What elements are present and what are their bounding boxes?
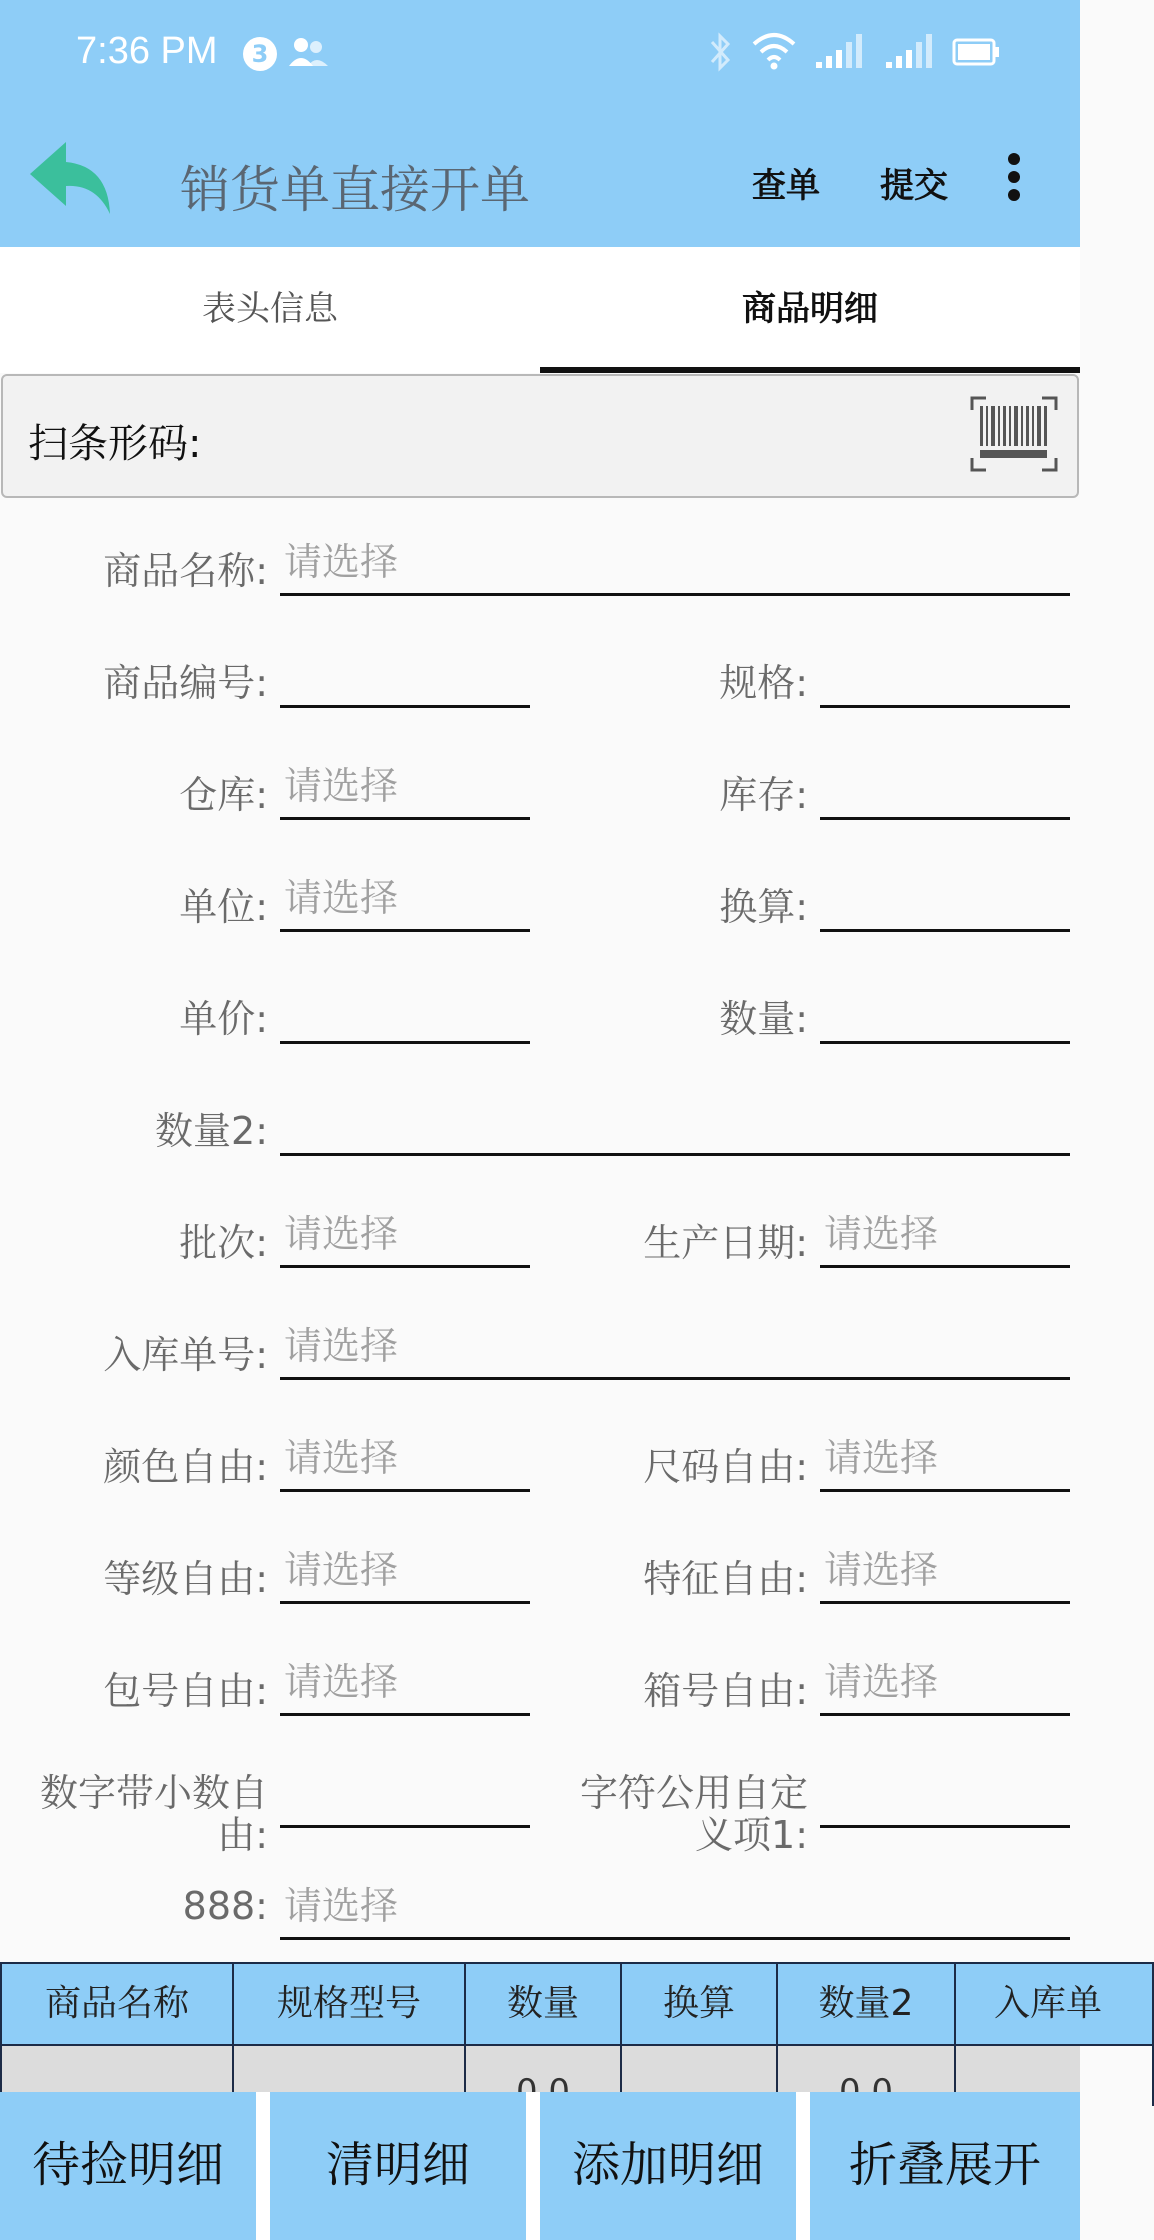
page-title: 销货单直接开单 bbox=[180, 161, 530, 219]
people-icon bbox=[288, 36, 330, 74]
col-header-product-name[interactable]: 商品名称 bbox=[0, 1962, 234, 2046]
col-header-quantity2[interactable]: 数量2 bbox=[776, 1962, 956, 2046]
quantity-label: 数量: bbox=[719, 997, 808, 1041]
quantity2-field[interactable] bbox=[280, 1096, 1070, 1156]
unit-price-label: 单价: bbox=[179, 997, 268, 1041]
custom-char-label: 字符公用自定义项1: bbox=[579, 1771, 808, 1857]
box-free-label: 箱号自由: bbox=[643, 1669, 808, 1713]
size-free-label: 尺码自由: bbox=[643, 1445, 808, 1489]
top-header bbox=[0, 0, 1080, 247]
spec-field[interactable] bbox=[820, 648, 1070, 708]
f888-label: 888: bbox=[182, 1884, 268, 1928]
batch-field[interactable]: 请选择 bbox=[280, 1208, 530, 1268]
color-free-field[interactable]: 请选择 bbox=[280, 1432, 530, 1492]
query-button[interactable]: 查单 bbox=[752, 166, 820, 206]
grade-free-field[interactable]: 请选择 bbox=[280, 1544, 530, 1604]
product-code-field[interactable] bbox=[280, 648, 530, 708]
decimal-free-label: 数字带小数自由: bbox=[39, 1771, 268, 1857]
col-header-spec-model[interactable]: 规格型号 bbox=[232, 1962, 466, 2046]
grade-free-label: 等级自由: bbox=[103, 1557, 268, 1601]
product-name-field[interactable]: 请选择 bbox=[280, 536, 1070, 596]
signal-icon-sim2 bbox=[884, 32, 936, 76]
package-free-label: 包号自由: bbox=[103, 1669, 268, 1713]
tab-header-info[interactable]: 表头信息 bbox=[202, 289, 338, 329]
notification-count-badge: 3 bbox=[243, 37, 277, 71]
back-arrow-icon bbox=[26, 136, 118, 220]
col-header-quantity[interactable]: 数量 bbox=[464, 1962, 622, 2046]
tab-bar bbox=[0, 247, 1080, 373]
barcode-scan-bar[interactable] bbox=[1, 374, 1079, 498]
wifi-icon bbox=[752, 32, 796, 76]
col-header-inbound[interactable]: 入库单 bbox=[954, 1962, 1154, 2046]
unit-field[interactable]: 请选择 bbox=[280, 872, 530, 932]
barcode-label: 扫条形码: bbox=[28, 421, 202, 467]
more-vert-icon bbox=[1006, 152, 1022, 202]
production-date-field[interactable]: 请选择 bbox=[820, 1208, 1070, 1268]
feature-free-label: 特征自由: bbox=[643, 1557, 808, 1601]
back-button[interactable] bbox=[26, 136, 118, 220]
stock-label: 库存: bbox=[719, 773, 808, 817]
status-time: 7:36 PM bbox=[76, 30, 218, 72]
detail-table bbox=[0, 1962, 1103, 2092]
batch-label: 批次: bbox=[179, 1221, 268, 1265]
warehouse-label: 仓库: bbox=[179, 773, 268, 817]
decimal-free-field[interactable] bbox=[280, 1768, 530, 1828]
app-bar bbox=[0, 110, 1080, 247]
warehouse-field[interactable]: 请选择 bbox=[280, 760, 530, 820]
conversion-field[interactable] bbox=[820, 872, 1070, 932]
conversion-label: 换算: bbox=[719, 885, 808, 929]
collapse-expand-button[interactable]: 折叠展开 bbox=[810, 2092, 1080, 2240]
quantity-field[interactable] bbox=[820, 984, 1070, 1044]
pending-pick-details-button[interactable]: 待捡明细 bbox=[0, 2092, 256, 2240]
unit-label: 单位: bbox=[179, 885, 268, 929]
custom-char-field[interactable] bbox=[820, 1768, 1070, 1828]
inbound-no-field[interactable]: 请选择 bbox=[280, 1320, 1070, 1380]
signal-icon-sim1 bbox=[814, 32, 866, 76]
f888-field[interactable]: 请选择 bbox=[280, 1880, 1070, 1940]
more-options-button[interactable] bbox=[1006, 152, 1022, 202]
status-bar bbox=[0, 0, 1080, 110]
production-date-label: 生产日期: bbox=[643, 1221, 808, 1265]
product-name-label: 商品名称: bbox=[103, 549, 268, 593]
package-free-field[interactable]: 请选择 bbox=[280, 1656, 530, 1716]
tab-product-details[interactable]: 商品明细 bbox=[540, 247, 1080, 373]
box-free-field[interactable]: 请选择 bbox=[820, 1656, 1070, 1716]
add-details-button[interactable]: 添加明细 bbox=[540, 2092, 796, 2240]
spec-label: 规格: bbox=[719, 661, 808, 705]
barcode-scan-icon[interactable] bbox=[970, 396, 1058, 476]
bluetooth-icon bbox=[708, 32, 734, 76]
feature-free-field[interactable]: 请选择 bbox=[820, 1544, 1070, 1604]
quantity2-label: 数量2: bbox=[155, 1109, 268, 1153]
product-code-label: 商品编号: bbox=[103, 661, 268, 705]
clear-details-button[interactable]: 清明细 bbox=[270, 2092, 526, 2240]
col-header-conversion[interactable]: 换算 bbox=[620, 1962, 778, 2046]
submit-button[interactable]: 提交 bbox=[880, 166, 948, 206]
color-free-label: 颜色自由: bbox=[103, 1445, 268, 1489]
battery-icon bbox=[952, 32, 1002, 76]
stock-field[interactable] bbox=[820, 760, 1070, 820]
size-free-field[interactable]: 请选择 bbox=[820, 1432, 1070, 1492]
inbound-no-label: 入库单号: bbox=[103, 1333, 268, 1377]
unit-price-field[interactable] bbox=[280, 984, 530, 1044]
